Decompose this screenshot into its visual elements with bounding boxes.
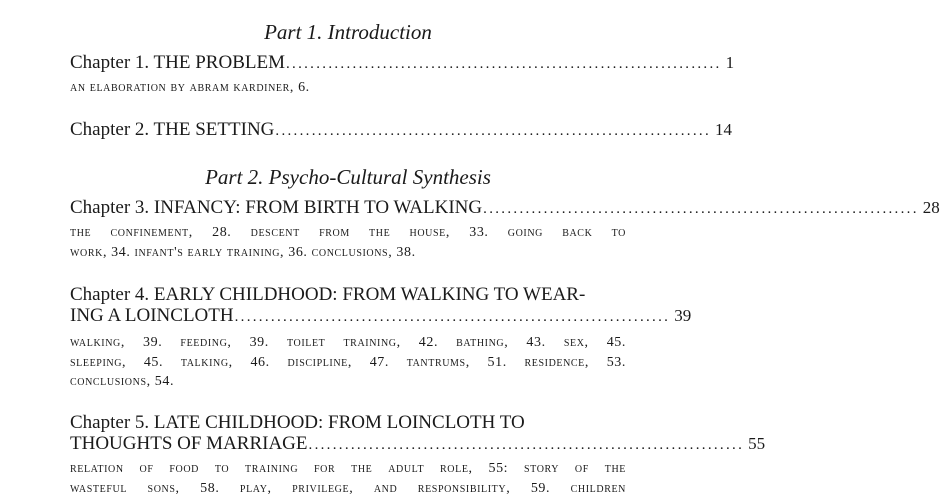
chapter-5-entry[interactable] [70,433,626,456]
subtopic-line: wasteful sons, 58. play, privilege, and responsibility, 59. children [70,479,626,498]
table-of-contents [70,0,626,496]
chapter-2-entry[interactable] [70,119,626,142]
leader-dots: ........................................................................ [483,198,919,220]
part-1-heading: Part 1. Introduction [70,20,626,44]
leader-dots: ........................................................................ [275,120,711,142]
chapter-2-title: Chapter 2. THE SETTING [70,119,274,141]
chapter-3-page: 28 [923,197,940,219]
chapter-3-entry[interactable] [70,197,626,220]
chapter-3-subtopics [70,223,626,262]
chapter-3-title: Chapter 3. INFANCY: FROM BIRTH TO WALKING [70,197,482,219]
subtopic-line: conclusions, 54. [70,372,626,392]
chapter-4-page: 39 [674,305,691,327]
chapter-1-page: 1 [726,52,735,74]
chapter-5-title-line-1[interactable]: Chapter 5. LATE CHILDHOOD: FROM LOINCLOTH TO [70,412,626,434]
subtopic-line: the confinement, 28. descent from the house, 33. going back to [70,223,626,243]
part-2-heading: Part 2. Psycho-Cultural Synthesis [70,165,626,189]
chapter-5-title-line-2: THOUGHTS OF MARRIAGE [70,433,308,455]
chapter-4-title-line-2: ING A LOINCLOTH [70,305,234,327]
leader-dots: ........................................................................ [235,306,671,328]
chapter-1-entry[interactable] [70,52,626,75]
subtopic-line: work, 34. infant's early training, 36. conclusions, 38. [70,243,626,263]
chapter-1-title: Chapter 1. THE PROBLEM [70,52,285,74]
subtopic-line: sleeping, 45. talking, 46. discipline, 47. tantrums, 51. residence, 53. [70,353,626,373]
chapter-5-subtopics [70,459,626,498]
chapter-2-page: 14 [715,119,732,141]
chapter-4-entry[interactable] [70,305,626,328]
chapter-5-page: 55 [748,433,765,455]
chapter-4-subtopics [70,333,626,392]
leader-dots: ........................................................................ [286,53,722,75]
leader-dots: ........................................................................ [309,434,745,456]
chapter-4-title-line-1[interactable]: Chapter 4. EARLY CHILDHOOD: FROM WALKING TO WEAR- [70,284,626,306]
subtopic-line: walking, 39. feeding, 39. toilet training, 42. bathing, 43. sex, 45. [70,333,626,353]
subtopic-line: relation of food to training for the adult role, 55: story of the [70,459,626,479]
chapter-1-subtopics [70,78,626,98]
subtopic-line: an elaboration by abram kardiner, 6. [70,78,626,98]
